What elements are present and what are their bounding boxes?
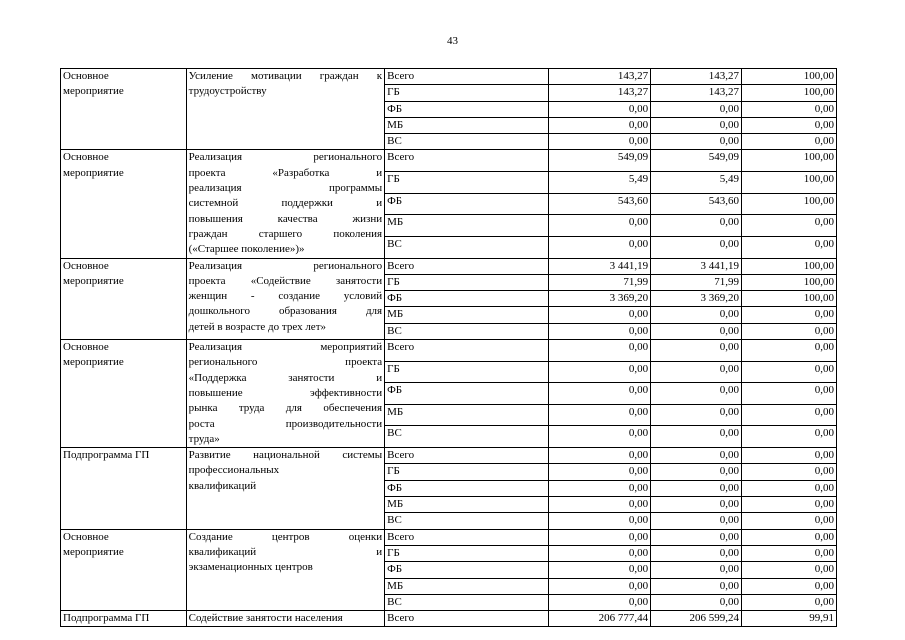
activity-type-cell — [61, 611, 187, 627]
activity-name-line: («Старшее поколение»)» — [188, 243, 305, 256]
activity-name-line: повышение эффективности — [188, 386, 383, 399]
activity-name-cell — [186, 340, 384, 448]
execution-percent-cell: 0,00 — [741, 383, 836, 405]
table-row — [61, 69, 837, 85]
funding-source-cell: ГБ — [385, 85, 549, 101]
actual-amount-cell: 0,00 — [651, 513, 742, 529]
activity-type-cell — [61, 529, 187, 610]
execution-percent-cell: 100,00 — [741, 69, 836, 85]
planned-amount-cell: 0,00 — [548, 340, 650, 362]
funding-source-cell: ФБ — [385, 101, 549, 117]
planned-amount-cell: 0,00 — [548, 464, 650, 480]
planned-amount-cell: 0,00 — [548, 497, 650, 513]
execution-percent-cell: 100,00 — [741, 193, 836, 215]
actual-amount-cell: 543,60 — [651, 193, 742, 215]
table-row — [61, 258, 837, 274]
planned-amount-cell: 0,00 — [548, 323, 650, 339]
funding-source-cell: МБ — [385, 117, 549, 133]
planned-amount-cell: 543,60 — [548, 193, 650, 215]
actual-amount-cell: 0,00 — [651, 464, 742, 480]
actual-amount-cell: 0,00 — [651, 236, 742, 258]
funding-source-cell: ФБ — [385, 480, 549, 496]
funding-source-cell: Всего — [385, 448, 549, 464]
funding-source-cell: ВС — [385, 323, 549, 339]
activity-type-cell — [61, 258, 187, 339]
planned-amount-cell: 3 369,20 — [548, 291, 650, 307]
planned-amount-cell: 0,00 — [548, 117, 650, 133]
activity-type-line: Подпрограмма ГП — [63, 449, 150, 462]
actual-amount-cell: 0,00 — [651, 562, 742, 578]
execution-percent-cell: 100,00 — [741, 172, 836, 194]
execution-percent-cell: 0,00 — [741, 117, 836, 133]
activity-name-line: Реализация регионального — [188, 151, 383, 164]
execution-percent-cell: 100,00 — [741, 85, 836, 101]
activity-name-cell — [186, 448, 384, 529]
activity-type-line: Основное — [63, 70, 109, 82]
actual-amount-cell: 0,00 — [651, 497, 742, 513]
execution-percent-cell: 0,00 — [741, 513, 836, 529]
planned-amount-cell: 5,49 — [548, 172, 650, 194]
actual-amount-cell: 0,00 — [651, 101, 742, 117]
activity-name-line: Реализация регионального — [188, 259, 383, 272]
activity-type-line: Основное — [63, 530, 109, 543]
actual-amount-cell: 0,00 — [651, 426, 742, 448]
funding-source-cell: ВС — [385, 513, 549, 529]
funding-source-cell: Всего — [385, 340, 549, 362]
funding-source-cell: МБ — [385, 578, 549, 594]
activity-name-line: детей в возрасте до трех лет» — [188, 320, 326, 333]
planned-amount-cell: 0,00 — [548, 426, 650, 448]
execution-percent-cell: 0,00 — [741, 215, 836, 237]
funding-source-cell: Всего — [385, 529, 549, 545]
actual-amount-cell: 3 369,20 — [651, 291, 742, 307]
activity-name-line: системной поддержки и — [188, 197, 383, 210]
activity-type-cell — [61, 448, 187, 529]
planned-amount-cell: 0,00 — [548, 480, 650, 496]
activity-type-line: мероприятие — [63, 274, 124, 287]
execution-percent-cell: 0,00 — [741, 101, 836, 117]
funding-source-cell: ВС — [385, 134, 549, 150]
activity-name-line: женщин - создание условий — [188, 290, 383, 303]
activity-type-line: мероприятие — [63, 356, 124, 369]
execution-percent-cell: 0,00 — [741, 361, 836, 383]
execution-percent-cell: 0,00 — [741, 480, 836, 496]
activity-name-line: повышения качества жизни — [188, 212, 383, 225]
funding-source-cell: Всего — [385, 69, 549, 85]
actual-amount-cell: 0,00 — [651, 404, 742, 426]
planned-amount-cell: 0,00 — [548, 562, 650, 578]
actual-amount-cell: 0,00 — [651, 134, 742, 150]
funding-source-cell: ФБ — [385, 193, 549, 215]
activity-name-line: реализация программы — [188, 182, 383, 195]
table-row — [61, 529, 837, 545]
activity-name-line: регионального проекта — [188, 356, 383, 369]
planned-amount-cell: 0,00 — [548, 101, 650, 117]
actual-amount-cell: 0,00 — [651, 578, 742, 594]
execution-percent-cell: 0,00 — [741, 307, 836, 323]
actual-amount-cell: 3 441,19 — [651, 258, 742, 274]
planned-amount-cell: 0,00 — [548, 236, 650, 258]
execution-percent-cell: 0,00 — [741, 134, 836, 150]
activity-name-line: Содействие занятости населения — [188, 612, 343, 625]
actual-amount-cell: 0,00 — [651, 545, 742, 561]
execution-percent-cell: 0,00 — [741, 448, 836, 464]
execution-percent-cell: 0,00 — [741, 594, 836, 610]
activity-type-line: мероприятие — [63, 166, 124, 179]
execution-percent-cell: 0,00 — [741, 323, 836, 339]
planned-amount-cell: 0,00 — [548, 513, 650, 529]
planned-amount-cell: 0,00 — [548, 545, 650, 561]
funding-source-cell: Всего — [385, 258, 549, 274]
activity-name-line: трудоустройству — [188, 85, 267, 98]
actual-amount-cell: 0,00 — [651, 117, 742, 133]
funding-source-cell: ВС — [385, 236, 549, 258]
funding-source-cell: ВС — [385, 426, 549, 448]
planned-amount-cell: 0,00 — [548, 134, 650, 150]
activity-name-line: рынка труда для обеспечения — [188, 402, 383, 415]
actual-amount-cell: 143,27 — [651, 85, 742, 101]
activity-type-line: Основное — [63, 151, 109, 164]
planned-amount-cell: 71,99 — [548, 274, 650, 290]
activity-name-line: Усиление мотивации граждан к — [188, 70, 383, 82]
page-number: 43 — [447, 35, 458, 47]
planned-amount-cell: 3 441,19 — [548, 258, 650, 274]
actual-amount-cell: 206 599,24 — [651, 611, 742, 627]
activity-name-line: труда» — [188, 432, 220, 445]
funding-source-cell: Всего — [385, 611, 549, 627]
table-row — [61, 150, 837, 172]
actual-amount-cell: 5,49 — [651, 172, 742, 194]
activity-type-cell — [61, 340, 187, 448]
planned-amount-cell: 0,00 — [548, 215, 650, 237]
activity-type-line: Основное — [63, 259, 109, 272]
activity-type-cell — [61, 150, 187, 258]
actual-amount-cell: 0,00 — [651, 480, 742, 496]
funding-source-cell: МБ — [385, 404, 549, 426]
execution-percent-cell: 0,00 — [741, 562, 836, 578]
execution-percent-cell: 0,00 — [741, 464, 836, 480]
actual-amount-cell: 71,99 — [651, 274, 742, 290]
actual-amount-cell: 0,00 — [651, 323, 742, 339]
planned-amount-cell: 0,00 — [548, 361, 650, 383]
activity-name-cell — [186, 258, 384, 339]
planned-amount-cell: 0,00 — [548, 404, 650, 426]
activity-name-line: экзаменационных центров — [188, 561, 313, 574]
execution-percent-cell: 100,00 — [741, 150, 836, 172]
funding-source-cell: ФБ — [385, 562, 549, 578]
funding-source-cell: Всего — [385, 150, 549, 172]
execution-percent-cell: 0,00 — [741, 497, 836, 513]
execution-percent-cell: 0,00 — [741, 340, 836, 362]
execution-percent-cell: 0,00 — [741, 529, 836, 545]
activity-name-line: роста производительности — [188, 417, 383, 430]
activity-type-line: Подпрограмма ГП — [63, 612, 150, 625]
table-row — [61, 448, 837, 464]
activity-type-line: Основное — [63, 341, 109, 354]
execution-percent-cell: 100,00 — [741, 291, 836, 307]
funding-source-cell: ВС — [385, 594, 549, 610]
funding-source-cell: ГБ — [385, 274, 549, 290]
planned-amount-cell: 143,27 — [548, 85, 650, 101]
activity-type-line: мероприятие — [63, 545, 124, 558]
execution-percent-cell: 0,00 — [741, 404, 836, 426]
execution-percent-cell: 0,00 — [741, 545, 836, 561]
activity-type-cell — [61, 69, 187, 150]
activity-name-line: проекта «Содействие занятости — [188, 274, 383, 287]
actual-amount-cell: 0,00 — [651, 594, 742, 610]
execution-percent-cell: 0,00 — [741, 236, 836, 258]
funding-source-cell: МБ — [385, 497, 549, 513]
execution-percent-cell: 0,00 — [741, 578, 836, 594]
activity-name-line: дошкольного образования для — [188, 305, 383, 318]
activity-name-line: «Поддержка занятости и — [188, 371, 383, 384]
activity-name-line: Создание центров оценки — [188, 530, 383, 543]
planned-amount-cell: 143,27 — [548, 69, 650, 85]
actual-amount-cell: 0,00 — [651, 307, 742, 323]
funding-source-cell: ГБ — [385, 172, 549, 194]
planned-amount-cell: 0,00 — [548, 383, 650, 405]
activity-name-line: квалификаций и — [188, 545, 383, 558]
actual-amount-cell: 0,00 — [651, 529, 742, 545]
planned-amount-cell: 0,00 — [548, 448, 650, 464]
funding-source-cell: МБ — [385, 215, 549, 237]
actual-amount-cell: 0,00 — [651, 383, 742, 405]
planned-amount-cell: 206 777,44 — [548, 611, 650, 627]
planned-amount-cell: 0,00 — [548, 529, 650, 545]
actual-amount-cell: 549,09 — [651, 150, 742, 172]
execution-percent-cell: 100,00 — [741, 258, 836, 274]
activity-name-cell — [186, 150, 384, 258]
table-row — [61, 611, 837, 627]
budget-table-body — [61, 69, 837, 627]
budget-table — [60, 68, 837, 627]
planned-amount-cell: 549,09 — [548, 150, 650, 172]
funding-source-cell: ГБ — [385, 545, 549, 561]
activity-name-cell — [186, 611, 384, 627]
actual-amount-cell: 0,00 — [651, 215, 742, 237]
activity-name-line: Реализация мероприятий — [188, 341, 383, 354]
activity-name-line: Развитие национальной системы — [188, 449, 383, 462]
activity-type-line: мероприятие — [63, 85, 124, 98]
activity-name-line: проекта «Разработка и — [188, 166, 383, 179]
activity-name-line: профессиональных — [188, 464, 280, 477]
activity-name-line: граждан старшего поколения — [188, 227, 383, 240]
funding-source-cell: ФБ — [385, 383, 549, 405]
funding-source-cell: ГБ — [385, 464, 549, 480]
planned-amount-cell: 0,00 — [548, 594, 650, 610]
table-row — [61, 340, 837, 362]
execution-percent-cell: 100,00 — [741, 274, 836, 290]
activity-name-cell — [186, 529, 384, 610]
activity-name-cell — [186, 69, 384, 150]
funding-source-cell: ГБ — [385, 361, 549, 383]
actual-amount-cell: 0,00 — [651, 340, 742, 362]
planned-amount-cell: 0,00 — [548, 307, 650, 323]
funding-source-cell: МБ — [385, 307, 549, 323]
execution-percent-cell: 0,00 — [741, 426, 836, 448]
planned-amount-cell: 0,00 — [548, 578, 650, 594]
activity-name-line: квалификаций — [188, 479, 257, 492]
actual-amount-cell: 0,00 — [651, 448, 742, 464]
actual-amount-cell: 143,27 — [651, 69, 742, 85]
funding-source-cell: ФБ — [385, 291, 549, 307]
actual-amount-cell: 0,00 — [651, 361, 742, 383]
execution-percent-cell: 99,91 — [741, 611, 836, 627]
